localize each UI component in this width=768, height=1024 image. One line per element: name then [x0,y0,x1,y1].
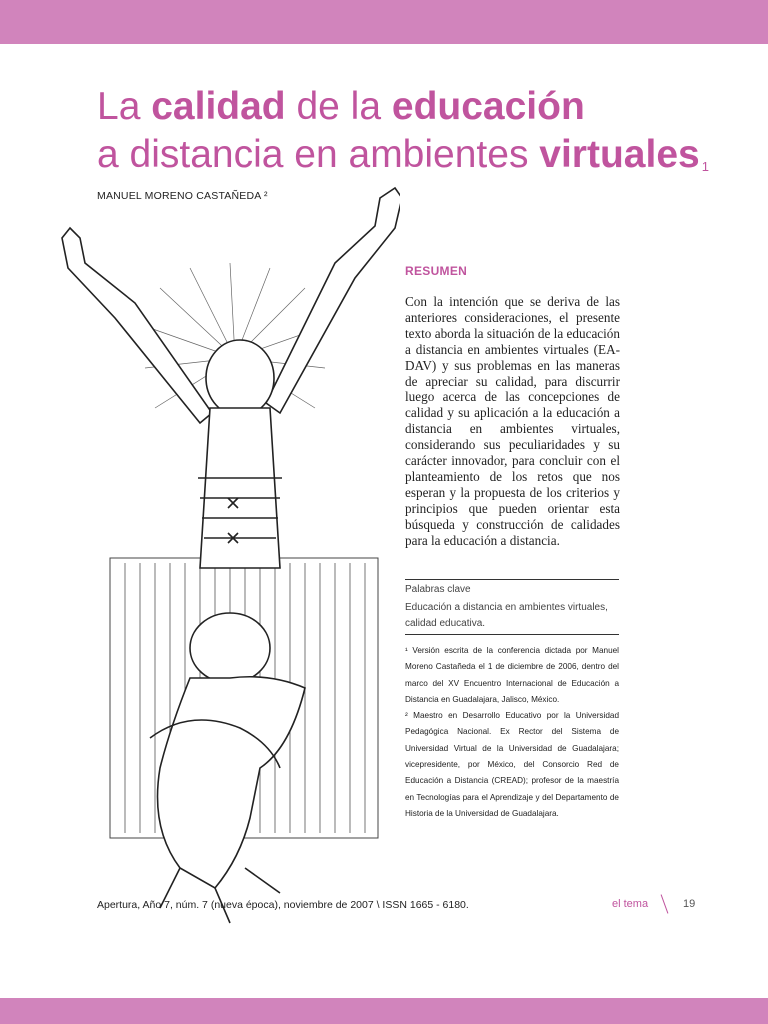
keywords-text: Educación a distancia en ambientes virtuales, calidad educativa. [405,602,608,629]
title-word: de la [296,85,382,128]
keywords-rule-top [405,579,619,580]
page-number: 19 [683,898,696,910]
keywords-rule-bottom [405,634,619,635]
footnote-2: ² Maestro en Desarrollo Educativo por la Universidad Pedagógica Nacional. Ex Rector del Sistema de Universidad Virtual de la Universidad de Guadalajara; vicepresidente, por México, del Consorcio Red de Educación a Distancia (CREAD); profesor de la maestría en Tecnologías para el Aprendizaje y del Departamento de Historia de la Universidad de Guadalajara. [405,711,619,818]
abstract-heading: RESUMEN [405,264,468,278]
title-footnote-ref: 1 [701,159,709,174]
section-separator [661,894,669,913]
top-band-divider [0,44,768,47]
article-title [97,83,709,179]
title-word-bold: educación [391,85,585,128]
bottom-band [0,998,768,1024]
footnote-1: ¹ Versión escrita de la conferencia dictada por Manuel Moreno Castañeda el 1 de diciembre de 2006, dentro del marco del XV Encuentro Internacional de Educación a Distancia en Guadalajara, Jalisco, México. [405,646,619,704]
keywords-heading: Palabras clave [405,584,471,595]
article-illustration [40,168,400,928]
section-name: el tema [612,898,649,910]
journal-citation: Apertura, Año 7, núm. 7 (nueva época), noviembre de 2007 \ ISSN 1665 - 6180. [97,899,469,911]
title-word: La [97,85,141,128]
lower-figure [150,613,305,923]
top-band [0,0,768,44]
footnotes [405,643,619,822]
title-word-bold: virtuales [539,133,700,176]
author-name: MANUEL MORENO CASTAÑEDA ² [97,190,268,202]
title-word: a distancia en ambientes [97,133,529,176]
abstract-text: Con la intención que se deriva de las anteriores consideraciones, el presente texto aborda la situación de la educación a distancia en ambientes virtuales (EA-DAV) y sus problemas en las maneras de apreciar su calidad, para discurrir luego acerca de las concepciones de calidad y su aplicación a la educación a distancia en ambientes virtuales, considerando sus peculiaridades y su carácter innovador, para concluir con el planteamiento de los retos que nos esperan y la propuesta de los criterios y principios que pueden orientar esta búsqueda y construcción de calidades para la educación a distancia. [405,294,620,548]
upper-figure [62,188,400,568]
title-word-bold: calidad [151,85,286,128]
